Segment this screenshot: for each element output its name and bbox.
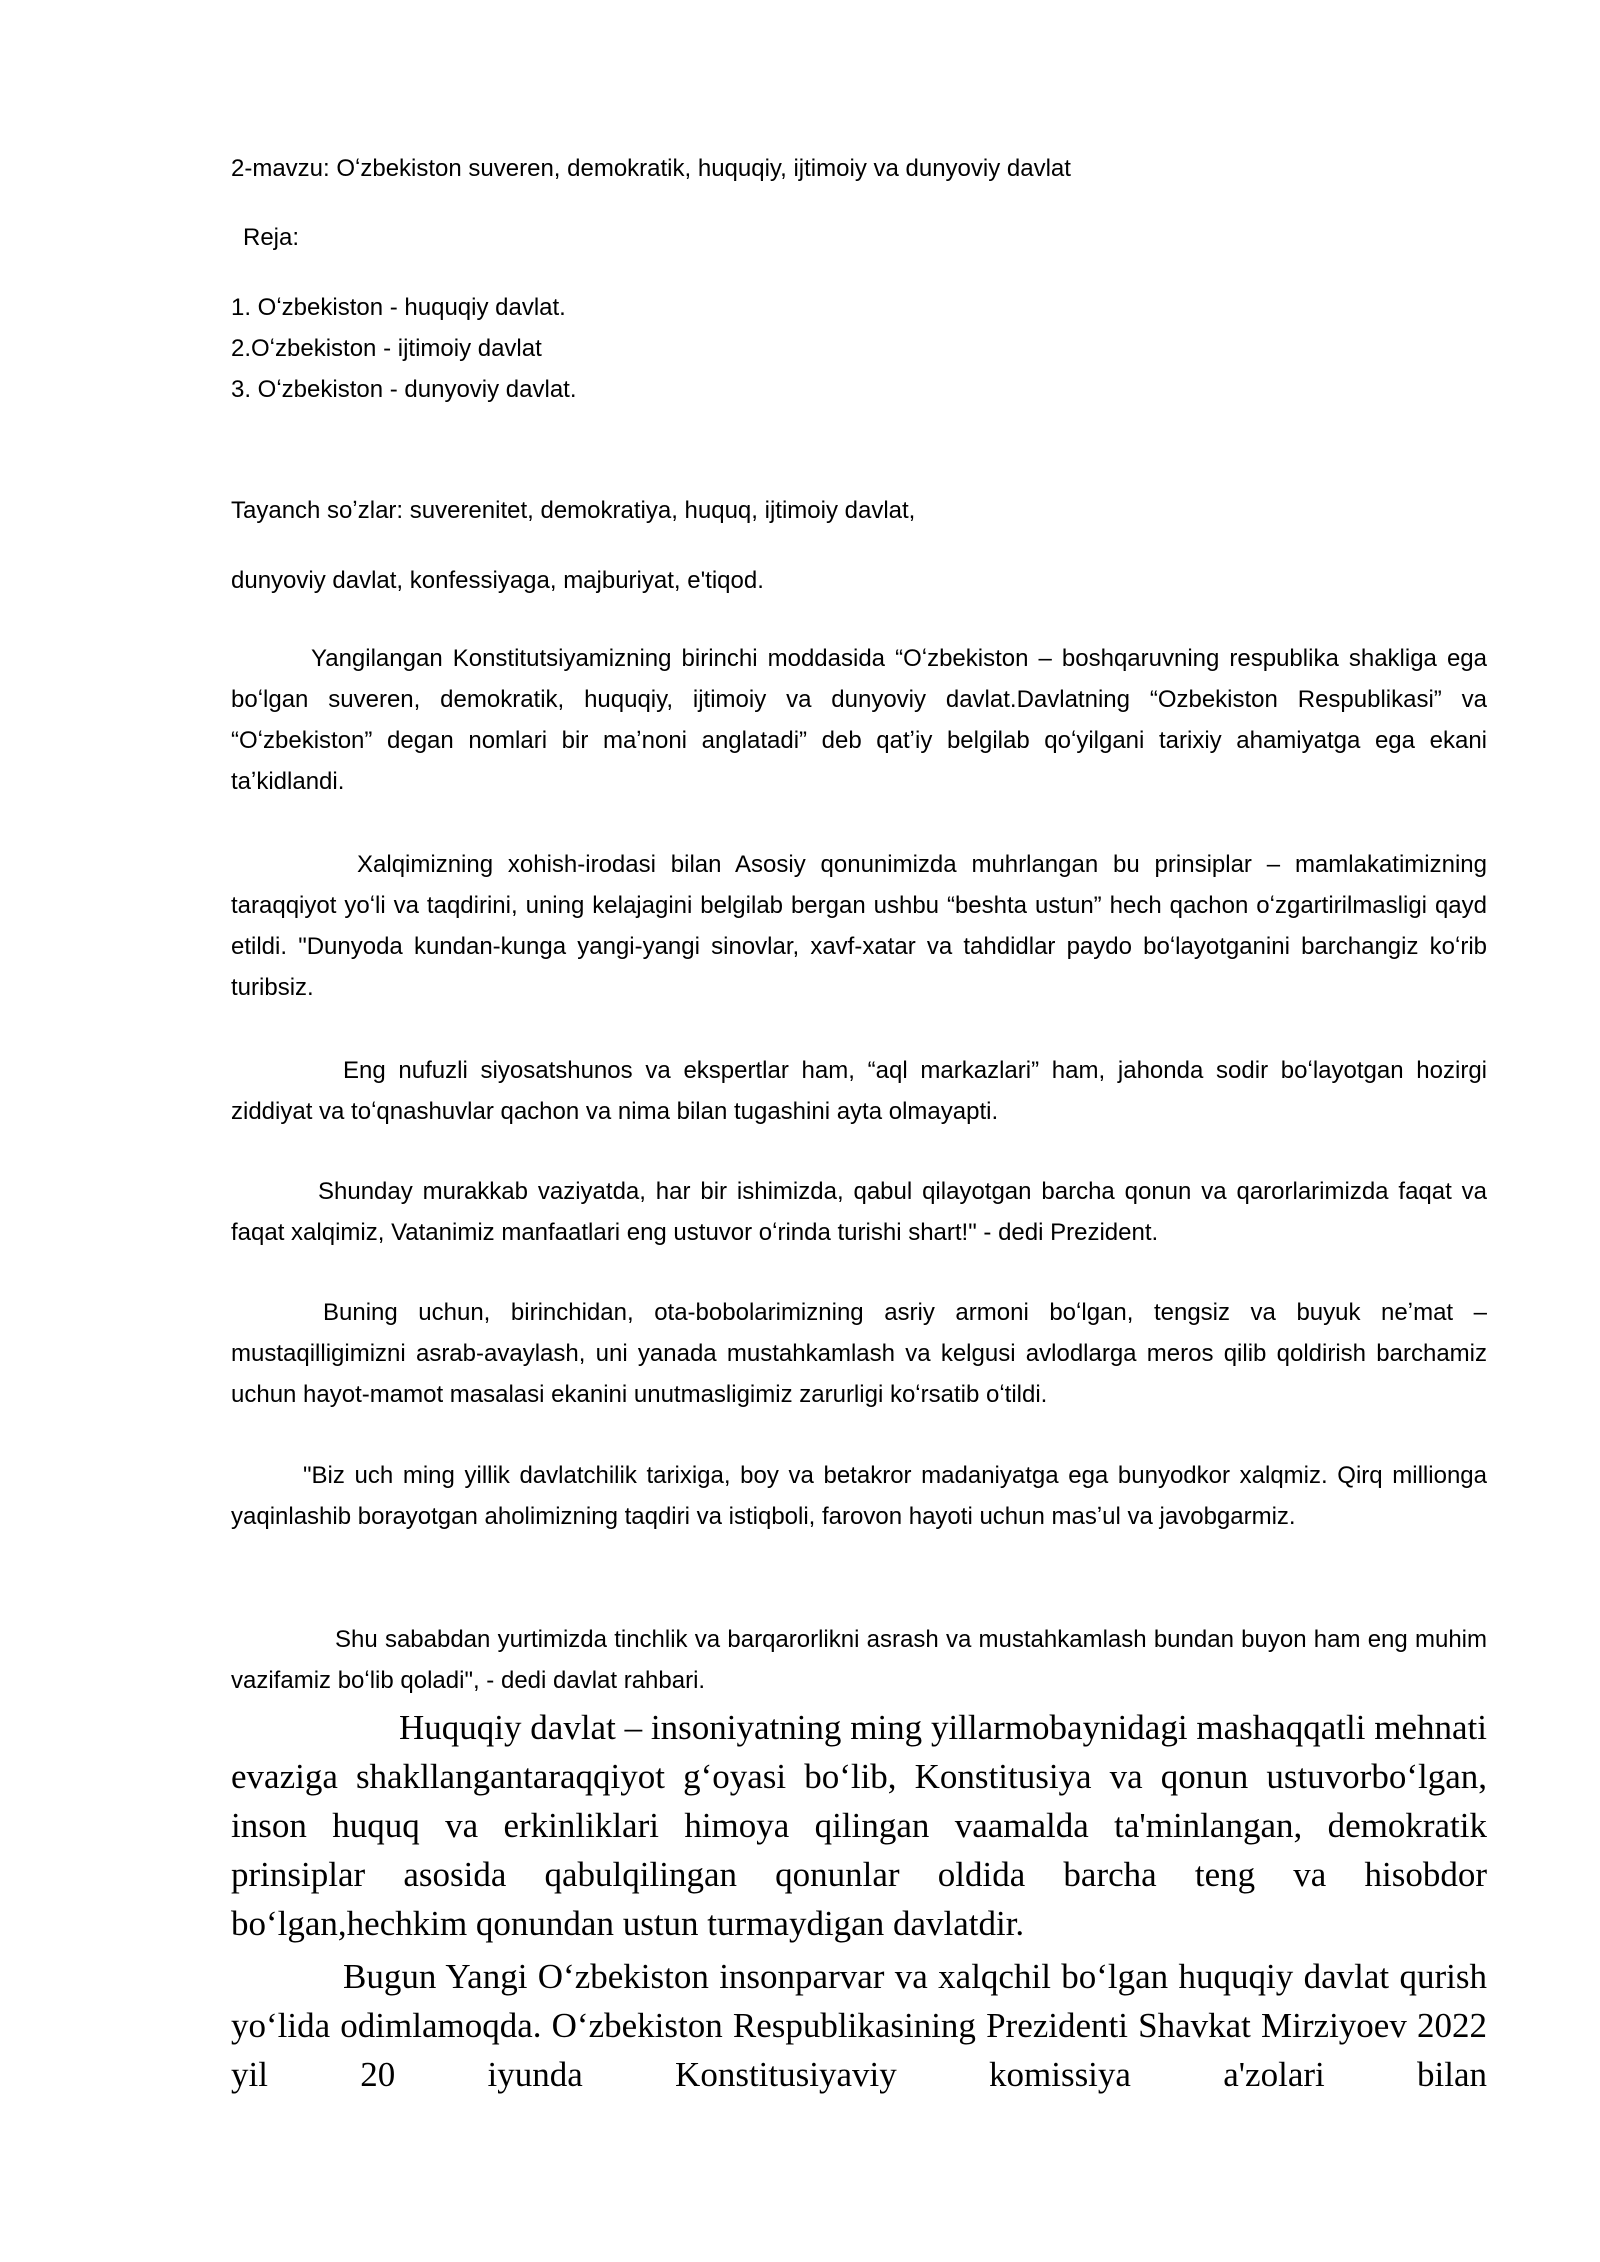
plan-list xyxy=(231,287,1487,410)
paragraph: Shu sababdan yurtimizda tinchlik va barqarorlikni asrash va mustahkamlash bundan buyon ham eng muhim vazifamiz boʻlib qoladi", - dedi davlat rahbari. xyxy=(231,1626,1487,1694)
plan-heading: Reja: xyxy=(243,224,300,251)
paragraph: Bugun Yangi Oʻzbekiston insonparvar va xalqchil boʻlgan huquqiy davlat qurish yoʻlida odimlamoqda. Oʻzbekiston Respublikasining Prezidenti Shavkat Mirziyoev 2022 yil 20 iyunda Konstitusiyaviy komissiya a'zolari bilan xyxy=(231,1957,1487,2094)
paragraph: Shunday murakkab vaziyatda, har bir ishimizda, qabul qilayotgan barcha qonun va qarorlarimizda faqat va faqat xalqimiz, Vatanimiz manfaatlari eng ustuvor oʻrinda turishi shart!" - dedi Prezident. xyxy=(231,1178,1487,1246)
paragraph: "Biz uch ming yillik davlatchilik tarixiga, boy va betakror madaniyatga ega bunyodkor xalqmiz. Qirq millionga yaqinlashib borayotgan aholimizning taqdiri va istiqboli, farovon hayoti uchun masʼul va javobgarmiz. xyxy=(231,1462,1487,1530)
paragraph: Yangilangan Konstitutsiyamizning birinchi moddasida “Oʻzbekiston – boshqaruvning respublika shakliga ega boʻlgan suveren, demokratik, huquqiy, ijtimoiy va dunyoviy davlat.Davlatning “Ozbekiston Respublikasi” va “Oʻzbekiston” degan nomlari bir maʼnoni anglatadi” deb qatʼiy belgilab qoʻyilgani tarixiy ahamiyatga ega ekani taʼkidlandi. xyxy=(231,645,1487,795)
plan-item: 3. Oʻzbekiston - dunyoviy davlat. xyxy=(231,376,577,403)
topic-title: 2-mavzu: Oʻzbekiston suveren, demokratik, huquqiy, ijtimoiy va dunyoviy davlat xyxy=(231,155,1071,182)
plan-item: 1. Oʻzbekiston - huquqiy davlat. xyxy=(231,294,566,321)
keywords-line-2: dunyoviy davlat, konfessiyaga, majburiyat, e'tiqod. xyxy=(231,567,764,594)
paragraph: Buning uchun, birinchidan, ota-bobolarimizning asriy armoni boʻlgan, tengsiz va buyuk neʼmat – mustaqilligimizni asrab-avaylash, uni yanada mustahkamlash va kelgusi avlodlarga meros qilib qoldirish barchamiz uchun hayot-mamot masalasi ekanini unutmasligimiz zarurligi koʻrsatib oʻtildi. xyxy=(231,1299,1487,1408)
paragraph: Eng nufuzli siyosatshunos va ekspertlar ham, “aql markazlari” ham, jahonda sodir boʻlayotgan hozirgi ziddiyat va toʻqnashuvlar qachon va nima bilan tugashini ayta olmayapti. xyxy=(231,1057,1487,1125)
plan-item: 2.Oʻzbekiston - ijtimoiy davlat xyxy=(231,335,542,362)
paragraph: Xalqimizning xohish-irodasi bilan Asosiy qonunimizda muhrlangan bu prinsiplar – mamlakatimizning taraqqiyot yoʻli va taqdirini, uning kelajagini belgilab bergan ushbu “beshta ustun” hech qachon oʻzgartirilmasligi qayd etildi. "Dunyoda kundan-kunga yangi-yangi sinovlar, xavf-xatar va tahdidlar paydo boʻlayotganini barchangiz koʻrib turibsiz. xyxy=(231,851,1487,1001)
paragraph: Huquqiy davlat – insoniyatning ming yillarmobaynidagi mashaqqatli mehnati evaziga shakllangantaraqqiyot gʻoyasi boʻlib, Konstitusiya va qonun ustuvorboʻlgan, inson huquq va erkinliklari himoya qilingan vaamalda ta'minlangan, demokratik prinsiplar asosida qabulqilingan qonunlar oldida barcha teng va hisobdor boʻlgan,hechkim qonundan ustun turmaydigan davlatdir. xyxy=(231,1708,1487,1943)
keywords-line-1: Tayanch soʼzlar: suverenitet, demokratiya, huquq, ijtimoiy davlat, xyxy=(231,497,916,524)
